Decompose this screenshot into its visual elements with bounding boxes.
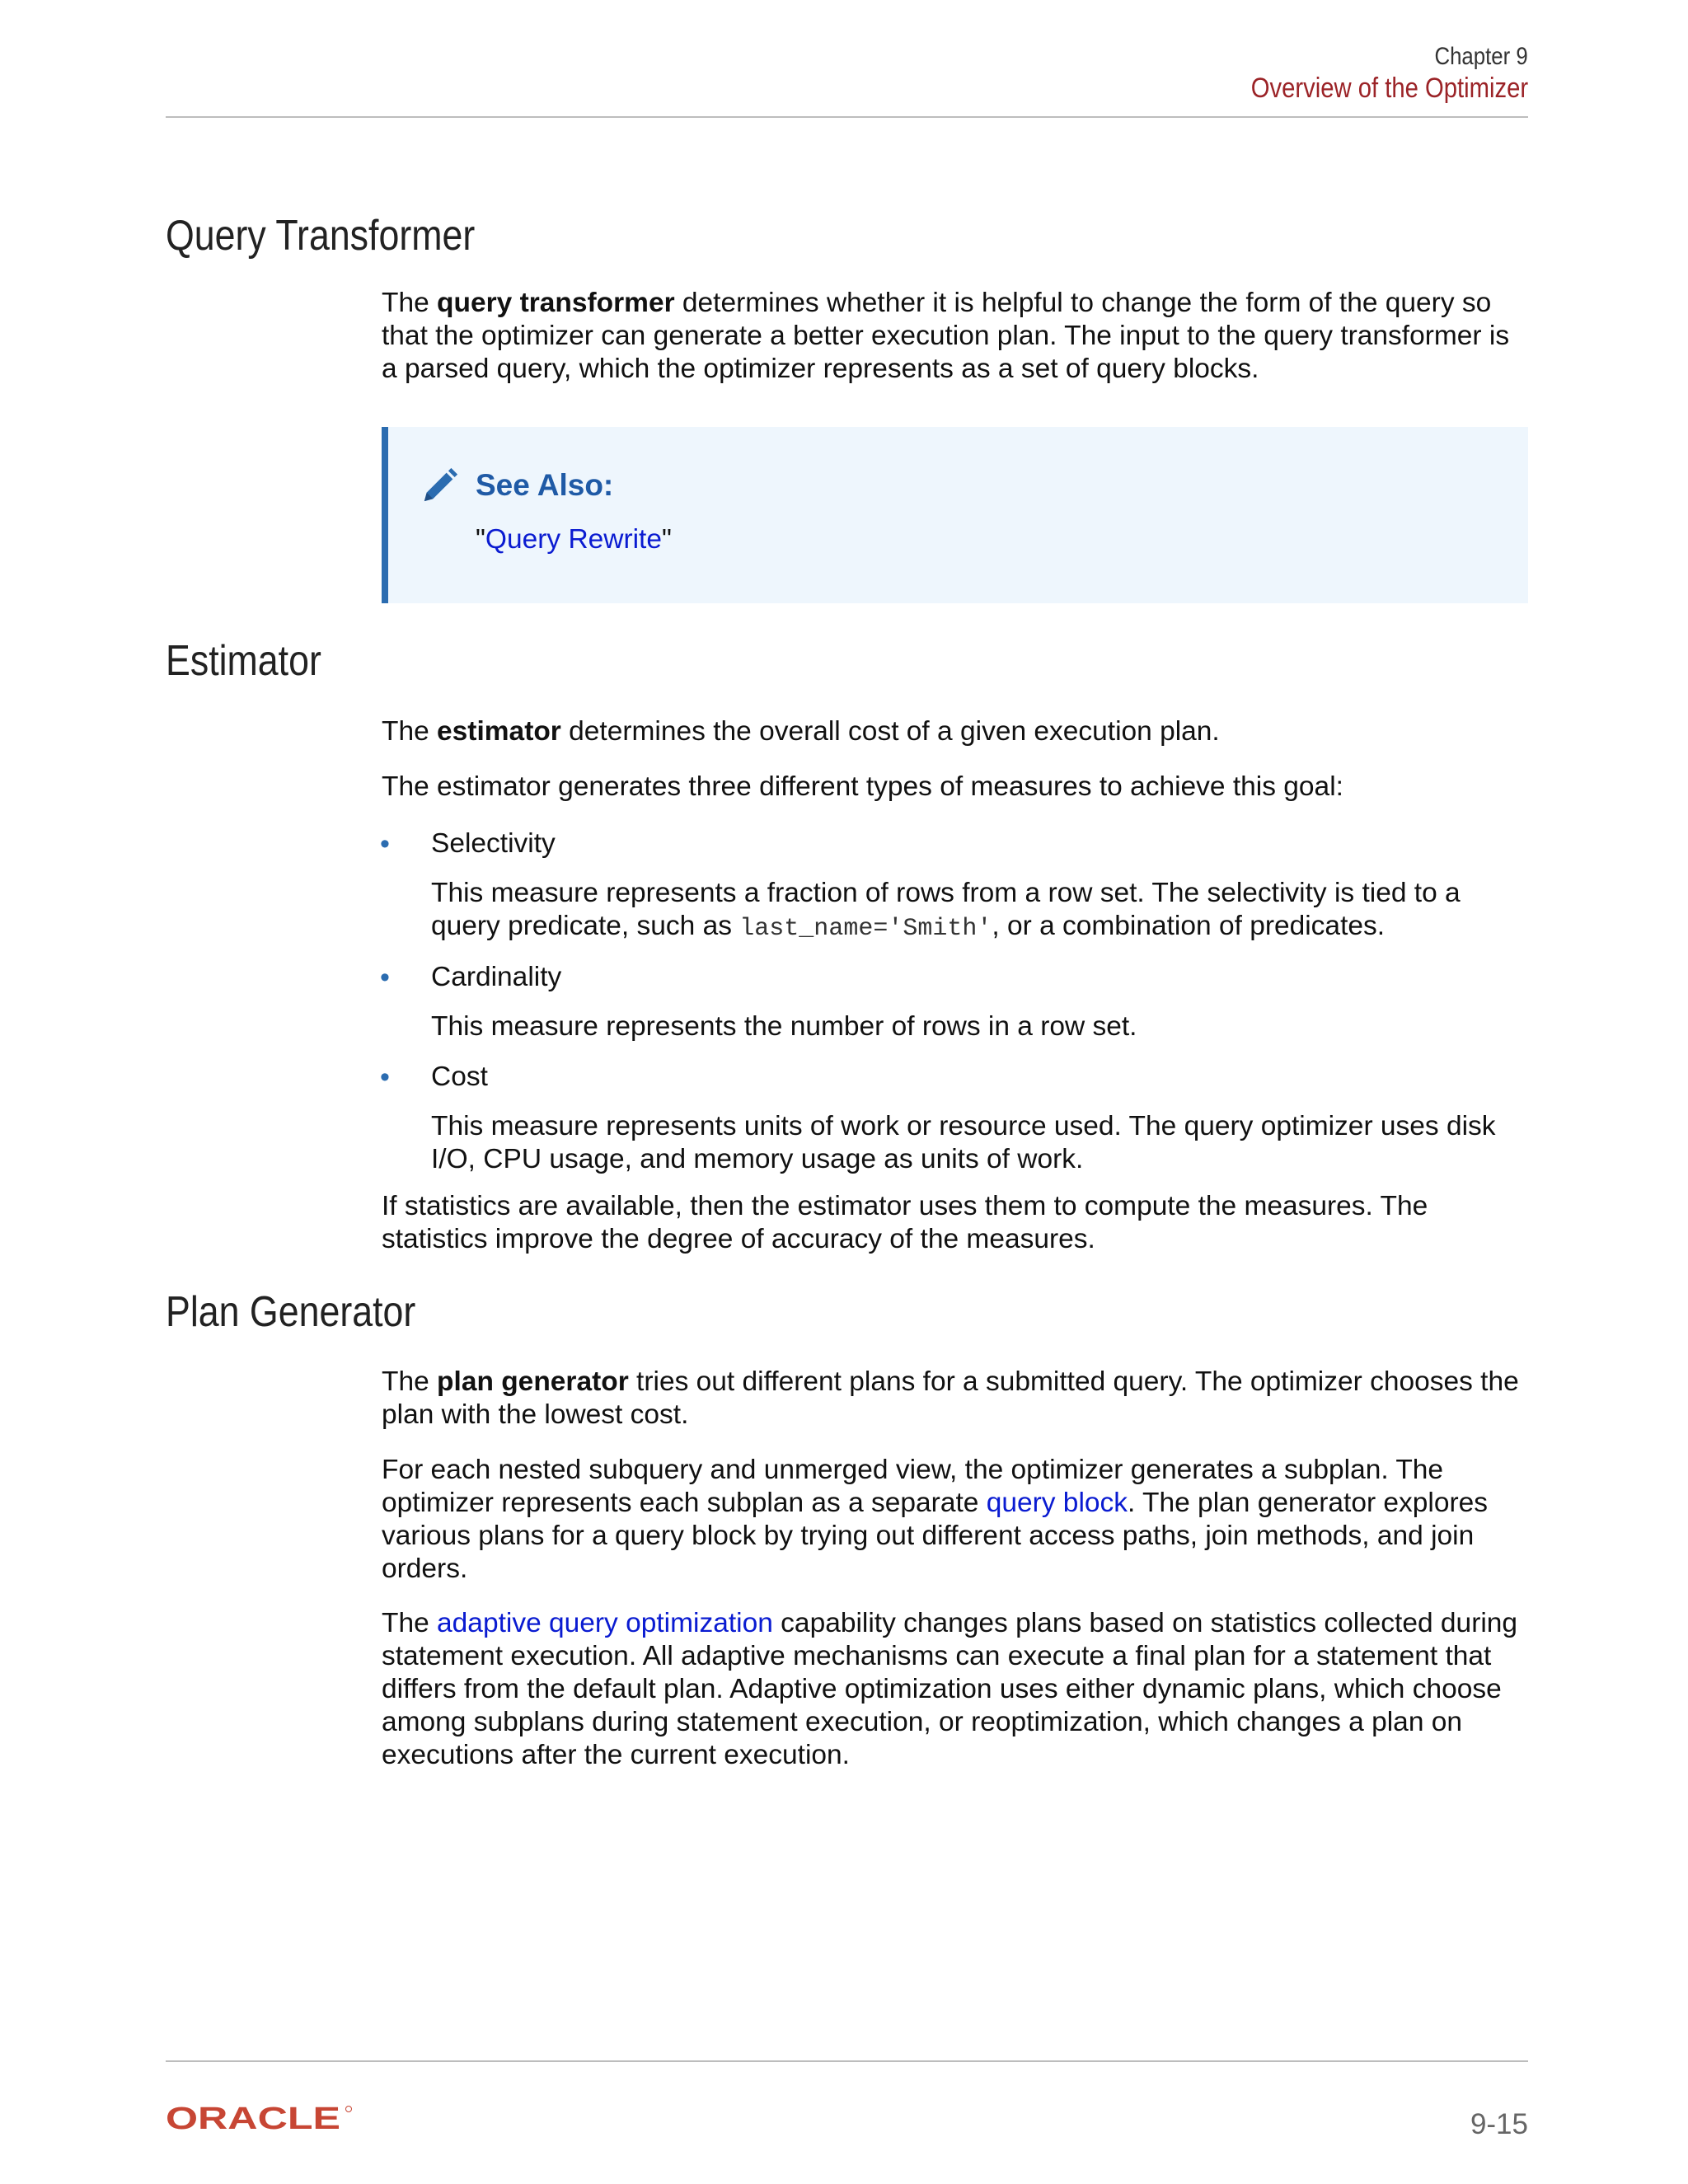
estimator-paragraph-1: The estimator determines the overall cost of a given execution plan. xyxy=(382,716,1220,747)
cost-description: This measure represents units of work or resource used. The query optimizer uses disk I/O, CPU usage, and memory usage as units of work. xyxy=(431,1111,1496,1174)
term-plan-generator: plan generator xyxy=(437,1366,629,1397)
chapter-label: Chapter 9 xyxy=(1434,43,1528,70)
cardinality-description: This measure represents the number of rows in a row set. xyxy=(431,1011,1137,1042)
list-item-selectivity: Selectivity xyxy=(431,828,556,859)
chapter-title-link[interactable]: Overview of the Optimizer xyxy=(1250,73,1528,104)
term-query-transformer: query transformer xyxy=(437,288,675,318)
estimator-paragraph-3: If statistics are available, then the estimator uses them to compute the measures. The statistics improve the degree of accuracy of the measures. xyxy=(382,1191,1428,1254)
see-also-title: See Also: xyxy=(476,468,614,502)
see-also-note xyxy=(382,427,1528,603)
list-item-cost: Cost xyxy=(431,1062,488,1092)
pencil-icon xyxy=(421,466,459,504)
oracle-logo xyxy=(166,2103,355,2133)
bullet-marker: • xyxy=(380,828,390,860)
query-rewrite-link[interactable]: Query Rewrite xyxy=(485,524,662,555)
oracle-logo-wordmark: ORACLE xyxy=(166,2103,340,2133)
heading-query-transformer: Query Transformer xyxy=(166,212,476,260)
estimator-paragraph-2: The estimator generates three different types of measures to achieve this goal: xyxy=(382,771,1343,802)
plan-generator-paragraph-2: For each nested subquery and unmerged view, the optimizer generates a subplan. The optimizer represents each subplan as a separate query block. The plan generator explores various plans for a query block by trying out different access paths, join methods, and join orders. xyxy=(382,1455,1489,1584)
plan-generator-paragraph-3: The adaptive query optimization capability changes plans based on statistics collected during statement execution. All adaptive mechanisms can execute a final plan for a statement that differs from the default plan. Adaptive optimization uses either dynamic plans, which choose among subplans during statement execution, or reoptimization, which changes a plan on executions after the current execution. xyxy=(382,1608,1518,1770)
query-block-link[interactable]: query block xyxy=(986,1488,1128,1518)
list-item-cardinality: Cardinality xyxy=(431,962,562,992)
selectivity-description: This measure represents a fraction of rows from a row set. The selectivity is tied to a query predicate, such as last_name='Smith', or a combination of predicates. xyxy=(431,878,1461,943)
page-number: 9-15 xyxy=(1470,2108,1528,2140)
adaptive-query-optimization-link[interactable]: adaptive query optimization xyxy=(437,1608,773,1638)
see-also-body: "Query Rewrite" xyxy=(476,524,672,555)
header-divider xyxy=(166,116,1528,118)
code-predicate-example: last_name='Smith' xyxy=(739,915,992,943)
query-transformer-paragraph: The query transformer determines whether it is helpful to change the form of the query so that the optimizer can generate a better execution plan. The input to the query transformer is a parsed query, which the optimizer represents as a set of query blocks. xyxy=(382,288,1510,384)
plan-generator-paragraph-1: The plan generator tries out different plans for a submitted query. The optimizer chooses the plan with the lowest cost. xyxy=(382,1366,1519,1430)
footer-divider xyxy=(166,2060,1528,2062)
term-estimator: estimator xyxy=(437,716,561,747)
bullet-marker: • xyxy=(380,1062,390,1093)
heading-estimator: Estimator xyxy=(166,637,321,685)
bullet-marker: • xyxy=(380,962,390,993)
heading-plan-generator: Plan Generator xyxy=(166,1288,416,1336)
